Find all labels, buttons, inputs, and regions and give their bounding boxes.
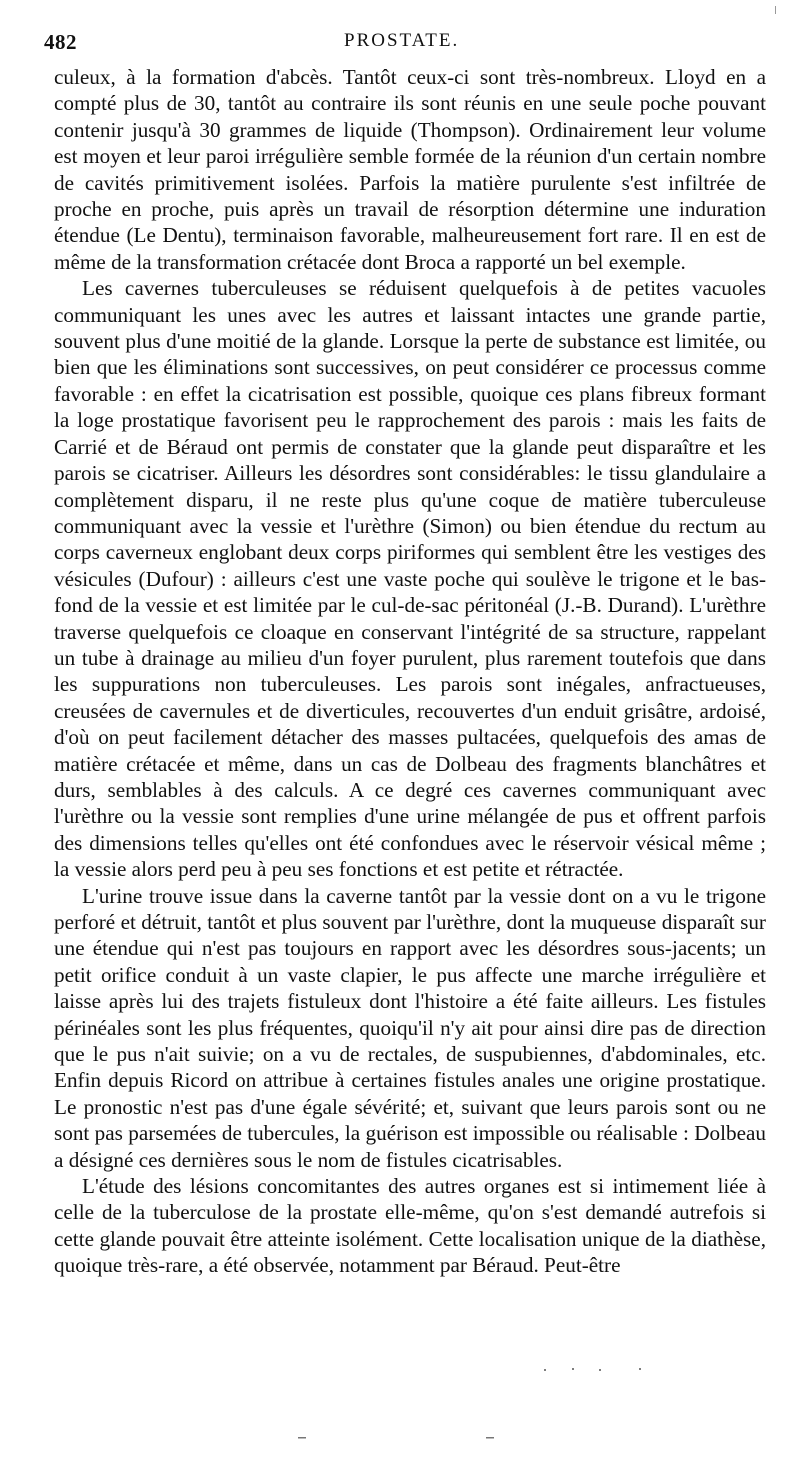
page-number: 482 bbox=[44, 30, 77, 54]
body-text bbox=[54, 64, 766, 1279]
paragraph-3: L'urine trouve issue dans la caverne tantôt par la vessie dont on a vu le trigone perforé et détruit, tantôt et plus souvent par l'urèthre, dont la muqueuse disparaît sur une étendue qui n'est pas toujours en rapport avec les désordres sous-jacents; un petit orifice conduit à un vaste clapier, le pus affecte une marche irrégulière et laisse après lui des trajets fistuleux dont l'histoire a été faite ailleurs. Les fistules périnéales sont les plus fréquentes, quoiqu'il n'y ait pour ainsi dire pas de direction que le pus n'ait suivie; on a vu de rectales, de suspubiennes, d'abdominales, etc. Enfin depuis Ricord on attribue à certaines fistules anales une origine prostatique. Le pronostic n'est pas d'une égale sévérité; et, suivant que leurs parois sont ou ne sont pas parsemées de tubercules, la guérison est impossible ou réalisable : Dolbeau a désigné ces dernières sous le nom de fistules cicatrisables. bbox=[54, 883, 766, 1172]
page-header bbox=[44, 30, 768, 58]
paragraph-2: Les cavernes tuberculeuses se réduisent quelquefois à de petites vacuoles communiquant les unes avec les autres et laissant intactes une grande partie, souvent plus d'une moitié de la glande. Lorsque la perte de substance est limitée, ou bien que les éliminations sont successives, on peut considérer ce processus comme favorable : en effet la cicatrisation est possible, quoique ces plans fibreux formant la loge prostatique favorisent peu le rapprochement des parois : mais les faits de Carrié et de Béraud ont permis de constater que la glande peut disparaître et les parois se cicatriser. Ailleurs les désordres sont considérables: le tissu glandulaire a complètement disparu, il ne reste plus qu'une coque de matière tuberculeuse communiquant avec la vessie et l'urèthre (Simon) ou bien étendue du rectum au corps caverneux englobant deux corps piriformes qui semblent être les vestiges des vésicules (Dufour) : ailleurs c'est une vaste poche qui soulève le trigone et le bas-fond de la vessie et est limitée par le cul-de-sac péritonéal (J.-B. Durand). L'urèthre traverse quelquefois ce cloaque en conservant l'intégrité de sa structure, rappelant un tube à drainage au milieu d'un foyer purulent, plus rarement toutefois que dans les suppurations non tuberculeuses. Les parois sont inégales, anfractueuses, creusées de cavernules et de diverticules, recouvertes d'un enduit grisâtre, ardoisé, d'où on peut facilement détacher des masses pultacées, quelquefois des amas de matière crétacée et même, dans un cas de Dolbeau des fragments blanchâtres et durs, semblables à des calculs. A ce degré ces cavernes communiquant avec l'urèthre ou la vessie sont remplies d'une urine mélangée de pus et offrent parfois des dimensions telles qu'elles ont été confondues avec le réservoir vésical même ; la vessie alors perd peu à peu ses fonctions et est petite et rétractée. bbox=[54, 276, 766, 882]
running-head: PROSTATE. bbox=[344, 30, 460, 51]
paragraph-1: culeux, à la formation d'abcès. Tantôt ceux-ci sont très-nombreux. Lloyd en a compté plus de 30, tantôt au contraire ils sont réunis en une seule poche pouvant contenir jusqu'à 30 grammes de liquide (Thompson). Ordinairement leur volume est moyen et leur paroi irrégulière semble formée de la réunion d'un certain nombre de cavités primitivement isolées. Parfois la matière purulente s'est infiltrée de proche en proche, puis après un travail de résorption détermine une induration étendue (Le Dentu), terminaison favorable, malheureusement fort rare. Il en est de même de la transformation crétacée dont Broca a rapporté un bel exemple. bbox=[54, 65, 766, 274]
paragraph-4: L'étude des lésions concomitantes des autres organes est si intimement liée à celle de la tuberculose de la prostate elle-même, qu'on s'est demandé autrefois si cette glande pouvait être atteinte isolément. Cette localisation unique de la diathèse, quoique très-rare, a été observée, notamment par Béraud. Peut-être bbox=[54, 1174, 766, 1278]
